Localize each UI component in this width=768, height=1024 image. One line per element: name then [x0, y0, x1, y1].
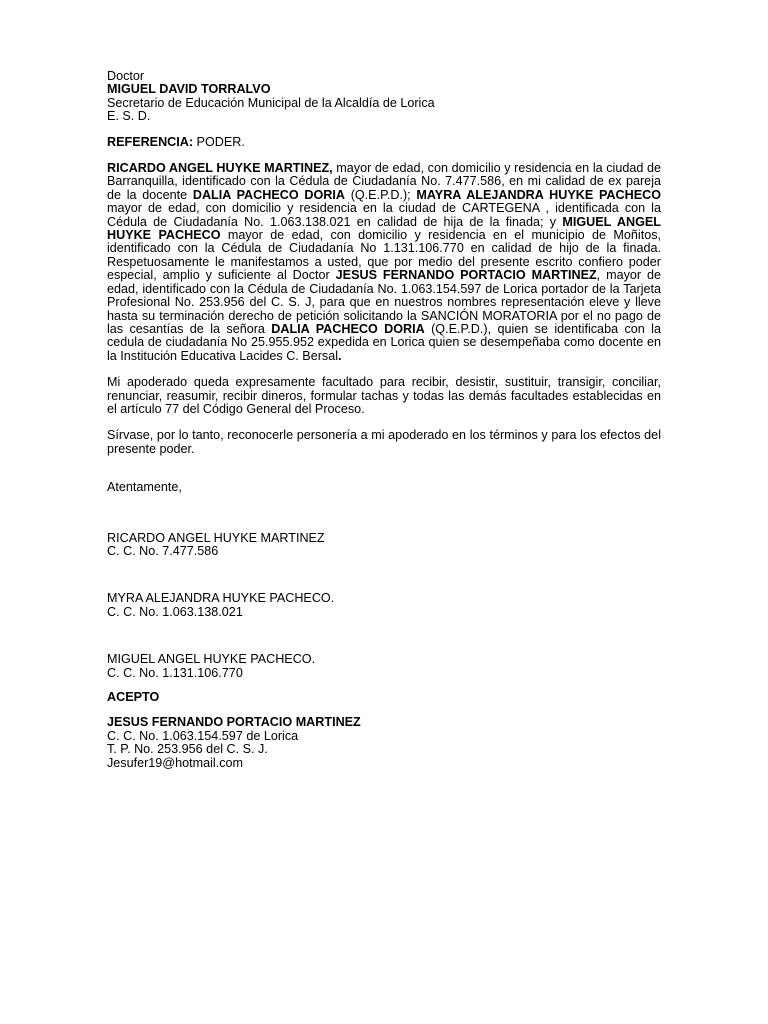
acceptor-name: JESUS FERNANDO PORTACIO MARTINEZ	[107, 715, 361, 730]
recipient-name: MIGUEL DAVID TORRALVO	[107, 82, 271, 97]
signatory-block	[107, 653, 661, 680]
paragraph-text: (Q.E.P.D.), quien se identificaba con la cedula de ciudadanía No 25.955.952 expedida en Lorica quien se desempeñaba como docente en la Institución Educativa Lacides C. Bersal	[107, 321, 661, 363]
letter-body	[107, 70, 661, 770]
recognition-paragraph: Sírvase, por lo tanto, reconocerle personería a mi apoderado en los términos y para los efectos del presente poder.	[107, 428, 661, 456]
emphasized-text: DALIA PACHECO DORIA	[271, 321, 425, 336]
acceptance-heading: ACEPTO	[107, 690, 160, 704]
acceptor-cc: C. C. No. 1.063.154.597 de Lorica	[107, 728, 299, 743]
signatory-block	[107, 592, 661, 619]
salutation: Doctor	[107, 69, 145, 83]
paragraph-text: (Q.E.P.D.);	[344, 187, 417, 202]
paragraph-text: mayor de edad, con domicilio y residencia en la ciudad de Barranquilla, identificado con la Cédula de Ciudadanía No. 7.477.586, en mi calidad de ex pareja de la docente	[107, 161, 661, 202]
emphasized-text: DALIA PACHECO DORIA	[192, 187, 345, 202]
acceptance-block	[107, 716, 661, 770]
signatory-id: C. C. No. 7.477.586	[107, 543, 219, 558]
closing: Atentamente,	[107, 480, 182, 495]
reference-line	[107, 136, 661, 149]
recipient-title: Secretario de Educación Municipal de la Alcaldía de Lorica	[107, 95, 435, 110]
paragraph-text: mayor de edad, con domicilio y residencia en la ciudad de CARTEGENA , identificada con la Cédula de Ciudadanía No. 1.063.138.021 en calidad de hija de la finada; y	[107, 201, 661, 229]
emphasized-text: RICARDO ANGEL HUYKE MARTINEZ,	[107, 161, 333, 176]
signatory-name: RICARDO ANGEL HUYKE MARTINEZ	[107, 530, 325, 545]
acceptor-tp: T. P. No. 253.956 del C. S. J.	[107, 742, 268, 757]
paragraph-text: mayor de edad, con domicilio y residencia en el municipio de Moñitos, identificado con la Cédula de Ciudadanía No 1.131.106.770 en calidad de hijo de la finada. Respetuosamente le manifestamos a usted, que por medio del presente escrito confiero poder especial, amplio y suficiente al Doctor	[107, 228, 662, 283]
signatory-name: MYRA ALEJANDRA HUYKE PACHECO.	[107, 591, 335, 606]
emphasized-text: JESUS FERNANDO PORTACIO MARTINEZ	[335, 268, 597, 283]
faculties-paragraph: Mi apoderado queda expresamente facultado para recibir, desistir, sustituir, transigir, conciliar, renunciar, reasumir, recibir dineros, formular tachas y todas las demás facultades establecidas en el artículo 77 del Código General del Proceso.	[107, 375, 661, 416]
reference-label: REFERENCIA:	[107, 134, 194, 149]
emphasized-text: MAYRA ALEJANDRA HUYKE PACHECO	[416, 187, 661, 202]
paragraph-text: , mayor de edad, identificado con la Cédula de Ciudadanía No. 1.063.154.597 de Lorica portador de la Tarjeta Profesional No. 253.956 del C. S. J, para que en nuestros nombres representación eleve y lleve hasta su terminación derecho de petición solicitando la SANCIÓN MORATORIA por el no pago de las cesantías de la señora	[107, 268, 661, 336]
emphasized-text: MIGUEL ANGEL HUYKE PACHECO	[107, 214, 661, 243]
signatory-id: C. C. No. 1.063.138.021	[107, 604, 243, 619]
reference-value: PODER.	[193, 134, 245, 149]
signatory-name: MIGUEL ANGEL HUYKE PACHECO.	[107, 652, 316, 667]
signatory-id: C. C. No. 1.131.106.770	[107, 665, 243, 680]
acceptor-email: Jesufer19@hotmail.com	[107, 755, 243, 770]
esd-line: E. S. D.	[107, 109, 151, 124]
emphasized-text: .	[338, 348, 342, 363]
signatory-block	[107, 532, 661, 559]
poder-paragraph	[107, 162, 661, 363]
